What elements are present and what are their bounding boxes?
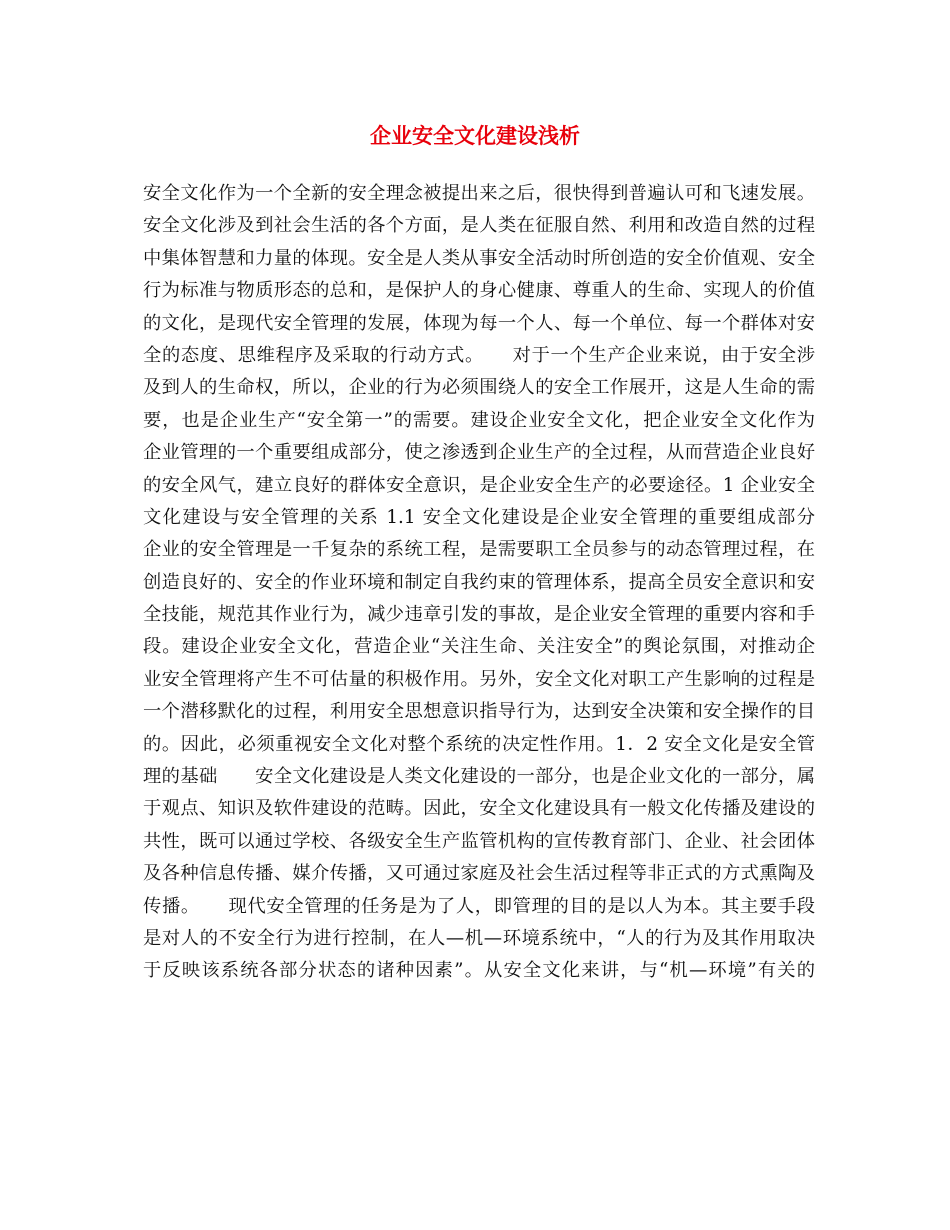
body-line: 中集体智慧和力量的体现。安全是人类从事安全活动时所创造的安全价值观、安全 [143,247,815,269]
body-line: 安全文化作为一个全新的安全理念被提出来之后，很快得到普遍认可和飞速发展。 [143,183,815,204]
body-line: 的。因此，必须重视安全文化对整个系统的决定性作用。1．2 安全文化是安全管 [143,733,815,755]
body-line: 全技能，规范其作业行为，减少违章引发的事故，是企业安全管理的重要内容和手 [143,604,815,626]
body-line: 企业管理的一个重要组成部分，使之渗透到企业生产的全过程，从而营造企业良好 [143,442,815,464]
body-line: 一个潜移默化的过程，利用安全思想意识指导行为，达到安全决策和安全操作的目 [143,701,815,723]
body-line: 企业的安全管理是一千复杂的系统工程，是需要职工全员参与的动态管理过程，在 [143,539,815,561]
body-line: 安全文化涉及到社会生活的各个方面，是人类在征服自然、利用和改造自然的过程 [143,215,815,237]
document-body [143,178,815,988]
body-line: 段。建设企业安全文化，营造企业“关注生命、关注安全”的舆论氛围，对推动企 [143,636,815,658]
body-line: 的文化，是现代安全管理的发展，体现为每一个人、每一个单位、每一个群体对安 [143,312,815,334]
body-line: 文化建设与安全管理的关系 1.1 安全文化建设是企业安全管理的重要组成部分 [143,506,815,528]
body-line: 及到人的生命权，所以，企业的行为必须围绕人的安全工作展开，这是人生命的需 [143,377,815,399]
document-title: 企业安全文化建设浅析 [370,123,580,148]
body-line: 创造良好的、安全的作业环境和制定自我约束的管理体系，提高全员安全意识和安 [143,571,815,593]
body-line: 共性，既可以通过学校、各级安全生产监管机构的宣传教育部门、企业、社会团体 [143,830,815,852]
body-line: 于反映该系统各部分状态的诸种因素”。从安全文化来讲，与“机—环境”有关的 [143,960,815,982]
body-line: 行为标准与物质形态的总和，是保护人的身心健康、尊重人的生命、实现人的价值 [143,280,815,302]
body-line: 传播。 现代安全管理的任务是为了人，即管理的目的是以人为本。其主要手段 [143,895,815,917]
body-line: 理的基础 安全文化建设是人类文化建设的一部分，也是企业文化的一部分，属 [143,766,815,788]
body-line: 业安全管理将产生不可估量的积极作用。另外，安全文化对职工产生影响的过程是 [143,668,815,690]
body-line: 于观点、知识及软件建设的范畴。因此，安全文化建设具有一般文化传播及建设的 [143,798,815,820]
body-line: 要，也是企业生产“安全第一”的需要。建设企业安全文化，把企业安全文化作为 [143,409,815,431]
body-line: 及各种信息传播、媒介传播，又可通过家庭及社会生活过程等非正式的方式熏陶及 [143,863,815,885]
body-line: 全的态度、思维程序及采取的行动方式。 对于一个生产企业来说，由于安全涉 [143,344,815,366]
body-line: 的安全风气，建立良好的群体安全意识，是企业安全生产的必要途径。1 企业安全 [143,474,815,496]
body-line: 是对人的不安全行为进行控制，在人—机—环境系统中，“人的行为及其作用取决 [143,927,815,949]
